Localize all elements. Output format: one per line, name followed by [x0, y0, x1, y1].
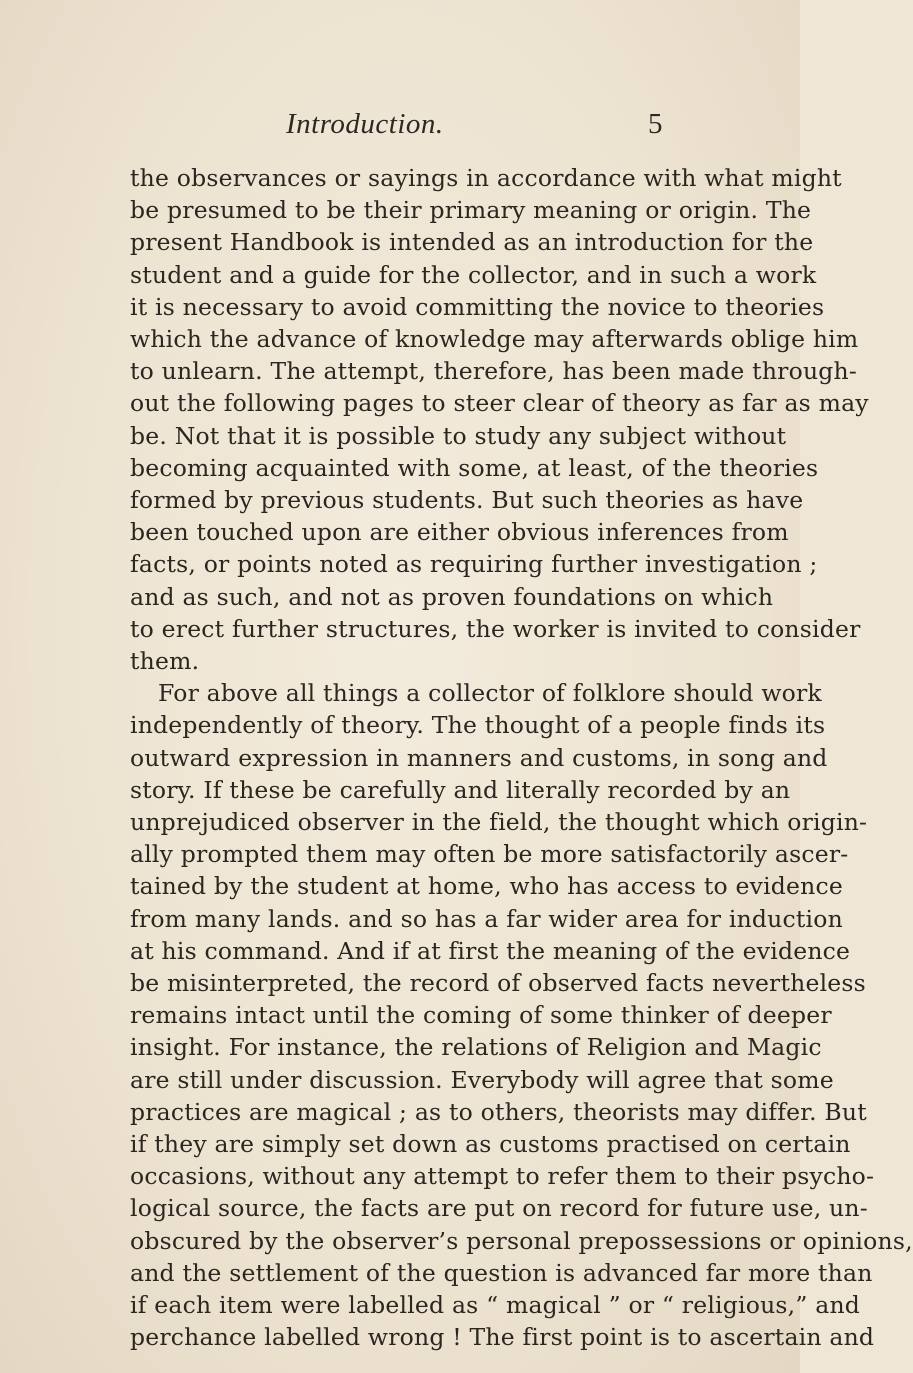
- text-line: to unlearn. The attempt, therefore, has been made through-: [130, 357, 857, 386]
- text-line: the observances or sayings in accordance with what might: [130, 164, 842, 192]
- text-line: be. Not that it is possible to study any subject without: [130, 421, 787, 450]
- text-line: if each item were labelled as “ magical ” or “ religious,” and: [130, 1291, 861, 1319]
- text-line: logical source, the facts are put on record for future use, un-: [130, 1194, 868, 1223]
- text-line: which the advance of knowledge may afterwards oblige him: [130, 325, 859, 353]
- text-line: occasions, without any attempt to refer them to their psycho-: [130, 1162, 875, 1191]
- text-line: student and a guide for the collector, and in such a work: [130, 260, 817, 289]
- text-line: remains intact until the coming of some thinker of deeper: [130, 1001, 832, 1030]
- chapter-title: Introduction.: [286, 108, 444, 140]
- text-line: formed by previous students. But such theories as have: [130, 486, 804, 514]
- running-head: [0, 108, 800, 144]
- text-line: present Handbook is intended as an introduction for the: [130, 228, 814, 257]
- text-line: outward expression in manners and customs, in song and: [130, 743, 828, 772]
- text-line: and as such, and not as proven foundations on which: [130, 582, 774, 611]
- text-line: insight. For instance, the relations of Religion and Magic: [130, 1033, 822, 1062]
- text-line: tained by the student at home, who has access to evidence: [130, 872, 843, 901]
- text-line: if they are simply set down as customs practised on certain: [130, 1130, 851, 1158]
- text-line: ally prompted them may often be more satisfactorily ascer-: [130, 840, 849, 869]
- text-line: are still under discussion. Everybody will agree that some: [130, 1065, 834, 1094]
- text-line: been touched upon are either obvious inferences from: [130, 518, 789, 547]
- text-line: independently of theory. The thought of a people finds its: [130, 711, 826, 740]
- text-line: unprejudiced observer in the field, the thought which origin-: [130, 808, 868, 836]
- text-line: them.: [130, 647, 200, 675]
- text-line: story. If these be carefully and literally recorded by an: [130, 775, 791, 804]
- text-line: perchance labelled wrong ! The first point is to ascertain and: [130, 1323, 875, 1352]
- text-line: from many lands. and so has a far wider area for induction: [130, 904, 843, 933]
- text-line: practices are magical ; as to others, theorists may differ. But: [130, 1097, 867, 1126]
- text-line: be misinterpreted, the record of observed facts nevertheless: [130, 969, 866, 997]
- text-line: becoming acquainted with some, at least, of the theories: [130, 453, 819, 482]
- text-line: out the following pages to steer clear of theory as far as may: [130, 389, 869, 418]
- text-line: facts, or points noted as requiring further investigation ;: [130, 550, 818, 579]
- text-line: to erect further structures, the worker is invited to consider: [130, 614, 861, 643]
- text-line: it is necessary to avoid committing the novice to theories: [130, 292, 825, 321]
- text-line: be presumed to be their primary meaning or origin. The: [130, 196, 812, 225]
- text-line: For above all things a collector of folklore should work: [158, 679, 822, 708]
- text-line: at his command. And if at first the meaning of the evidence: [130, 936, 851, 965]
- text-line: and the settlement of the question is advanced far more than: [130, 1258, 873, 1287]
- page-number: 5: [648, 108, 663, 140]
- text-line: obscured by the observer’s personal prepossessions or opinions,: [130, 1226, 913, 1255]
